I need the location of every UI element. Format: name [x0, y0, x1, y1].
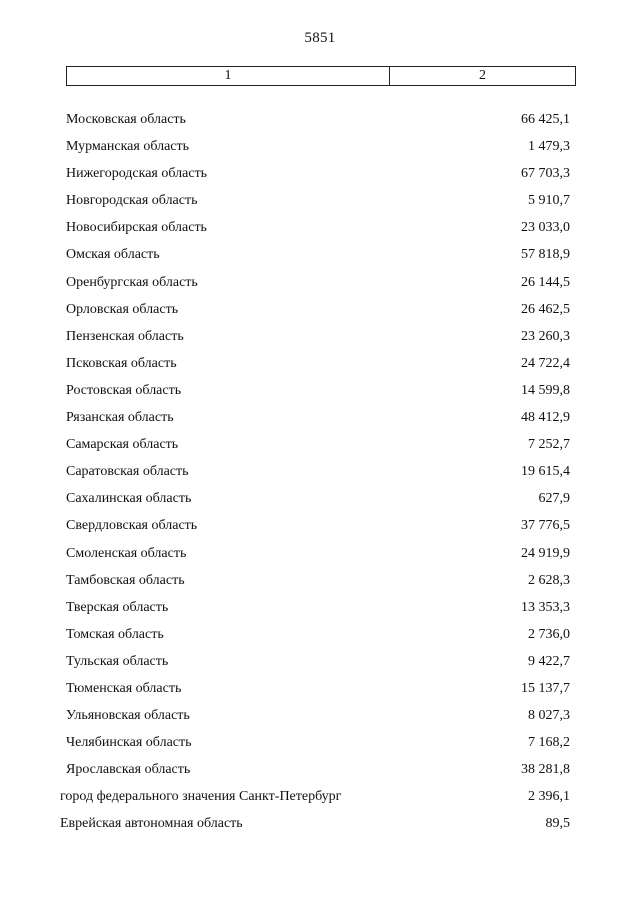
table-body	[0, 110, 640, 842]
column-header-row	[66, 66, 576, 86]
region-value: 37 776,5	[521, 518, 570, 534]
table-row	[0, 218, 640, 245]
table-row	[0, 679, 640, 706]
region-name: Московская область	[66, 112, 186, 127]
region-name: Ростовская область	[66, 382, 182, 398]
region-value: 23 033,0	[521, 220, 570, 236]
region-name: Челябинская область	[66, 735, 192, 751]
region-value: 24 919,9	[521, 545, 570, 561]
table-row	[0, 571, 640, 598]
region-value: 627,9	[538, 491, 570, 507]
region-value: 15 137,7	[521, 680, 570, 696]
table-row	[0, 516, 640, 543]
region-name: Рязанская область	[66, 410, 174, 426]
region-value: 2 736,0	[528, 626, 570, 642]
region-name: Тюменская область	[66, 680, 182, 696]
table-row	[0, 544, 640, 571]
table-row	[0, 164, 640, 191]
region-name: Тульская область	[66, 653, 169, 669]
region-value: 2 396,1	[528, 789, 570, 805]
region-name: Омская область	[66, 247, 160, 263]
table-row	[0, 137, 640, 164]
table-row	[0, 110, 640, 137]
region-value: 23 260,3	[521, 328, 570, 344]
column-header-1: 1	[67, 67, 390, 85]
region-value: 2 628,3	[528, 572, 570, 588]
region-value: 24 722,4	[521, 355, 570, 371]
table-row	[0, 381, 640, 408]
page-number: 5851	[304, 30, 336, 46]
region-name: город федерального значения Санкт-Петербург	[60, 789, 342, 805]
region-name: Ульяновская область	[66, 708, 190, 724]
region-value: 19 615,4	[521, 464, 570, 480]
region-name: Самарская область	[66, 437, 179, 453]
table-row	[0, 435, 640, 462]
region-name: Саратовская область	[66, 464, 189, 480]
table-row	[0, 814, 640, 841]
region-name: Сахалинская область	[66, 491, 192, 507]
region-value: 38 281,8	[521, 762, 570, 778]
region-name: Ярославская область	[66, 762, 191, 778]
column-header-2: 2	[479, 68, 486, 83]
table-row	[0, 354, 640, 381]
table-row	[0, 300, 640, 327]
region-name: Псковская область	[66, 355, 177, 371]
table-row	[0, 489, 640, 516]
table-row	[0, 598, 640, 625]
table-row	[0, 462, 640, 489]
region-value: 66 425,1	[521, 112, 570, 127]
table-row	[0, 273, 640, 300]
region-name: Орловская область	[66, 301, 179, 317]
region-name: Оренбургская область	[66, 274, 198, 290]
region-name: Еврейская автономная область	[60, 816, 243, 832]
region-name: Тамбовская область	[66, 572, 185, 588]
region-name: Нижегородская область	[66, 166, 208, 182]
region-value: 57 818,9	[521, 247, 570, 263]
table-row	[0, 245, 640, 272]
region-value: 8 027,3	[528, 708, 570, 724]
region-name: Новосибирская область	[66, 220, 207, 236]
table-row	[0, 733, 640, 760]
region-value: 7 252,7	[528, 437, 570, 453]
region-value: 5 910,7	[528, 193, 570, 209]
region-name: Новгородская область	[66, 193, 198, 209]
table-row	[0, 327, 640, 354]
table-row	[0, 652, 640, 679]
region-name: Смоленская область	[66, 545, 187, 561]
region-name: Свердловская область	[66, 518, 198, 534]
table-row	[0, 787, 640, 814]
region-name: Тверская область	[66, 599, 169, 615]
table-row	[0, 706, 640, 733]
region-name: Пензенская область	[66, 328, 184, 344]
region-value: 67 703,3	[521, 166, 570, 182]
table-row	[0, 191, 640, 218]
region-value: 26 462,5	[521, 301, 570, 317]
region-value: 1 479,3	[528, 139, 570, 155]
region-name: Томская область	[66, 626, 164, 642]
region-value: 14 599,8	[521, 382, 570, 398]
table-row	[0, 625, 640, 652]
region-value: 9 422,7	[528, 653, 570, 669]
region-name: Мурманская область	[66, 139, 190, 155]
region-value: 7 168,2	[528, 735, 570, 751]
table-row	[0, 408, 640, 435]
region-value: 13 353,3	[521, 599, 570, 615]
region-value: 89,5	[545, 816, 570, 832]
region-value: 26 144,5	[521, 274, 570, 290]
region-value: 48 412,9	[521, 410, 570, 426]
table-row	[0, 760, 640, 787]
